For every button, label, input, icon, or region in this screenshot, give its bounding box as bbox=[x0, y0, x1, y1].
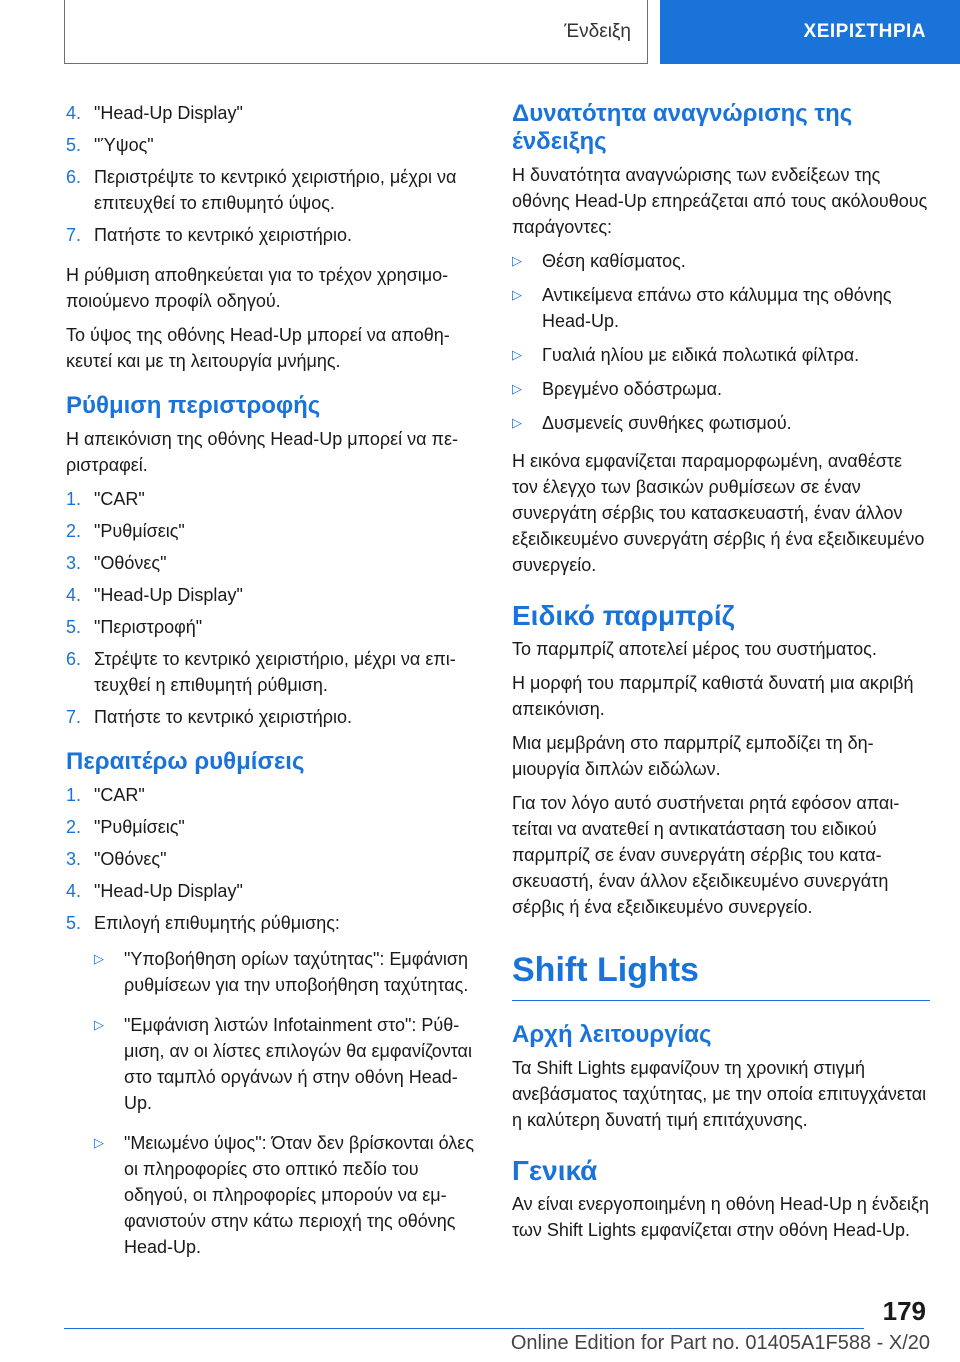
factor-text: Αντικείμενα επάνω στο κάλυμμα της οθόνης Head-Up. bbox=[542, 285, 892, 331]
option-text: "Υποβοήθηση ορίων ταχύτητας": Εμφάνιση ρυθμίσεων για την υποβοήθηση ταχύτητας. bbox=[124, 949, 469, 995]
footer-divider bbox=[64, 1328, 864, 1329]
step-number: 3. bbox=[66, 553, 82, 573]
step-text: Στρέψτε το κεντρικό χειριστήριο, μέχρι να επιτευχθεί η επιθυμητή ρύθμιση. bbox=[94, 649, 456, 695]
option-item bbox=[94, 1130, 484, 1260]
triangle-bullet-icon: ▷ bbox=[512, 415, 522, 430]
step-text: "Ρυθμίσεις" bbox=[94, 817, 185, 837]
paragraph-rotation: Η απεικόνιση της οθόνης Head-Up μπορεί να περιστραφεί. bbox=[66, 429, 458, 475]
step-text: Επιλογή επιθυμητής ρύθμισης: bbox=[94, 913, 340, 933]
triangle-bullet-icon: ▷ bbox=[512, 347, 522, 362]
step-item bbox=[66, 582, 484, 608]
left-column bbox=[66, 100, 484, 1288]
chapter-title: ΧΕΙΡΙΣΤΗΡΙΑ bbox=[803, 21, 926, 42]
option-text: "Εμφάνιση λιστών Infotainment στο": Ρύθμιση, αν οι λίστες επιλογών θα εμφανίζονται στο ταμπλό οργάνων ή στην οθόνη Head-Up. bbox=[124, 1015, 472, 1113]
paragraph-distorted: Η εικόνα εμφανίζεται παραμορφωμένη, αναθέστε τον έλεγχο των βασικών ρυθμίσεων σε έναν συνεργάτη σέρβις του κατασκευαστή, έναν άλλον εξειδικευμένο συνεργάτη σέρβις ή ένα εξειδικευμένο συνεργείο. bbox=[512, 451, 925, 575]
header-section-tab bbox=[64, 0, 648, 64]
option-text: "Μειωμένο ύψος": Όταν δεν βρίσκονται όλες οι πληροφορίες στο οπτικό πεδίο του οδηγού, οι πληροφορίες μπορούν να εμφανιστούν στην κάτω περιοχή της οθόνης Head-Up. bbox=[124, 1133, 474, 1257]
step-text: Περιστρέψτε το κεντρικό χειριστήριο, μέχρι να επιτευχθεί το επιθυμητό ύψος. bbox=[94, 167, 457, 213]
step-text-with-options bbox=[94, 910, 484, 1274]
step-item bbox=[66, 704, 484, 730]
step-item bbox=[66, 132, 484, 158]
step-text: "Περιστροφή" bbox=[94, 617, 203, 637]
steps-further-settings bbox=[66, 782, 484, 1274]
right-column bbox=[512, 100, 930, 1251]
paragraph-memory: Το ύψος της οθόνης Head-Up μπορεί να αποθηκευτεί και με τη λειτουργία μνήμης. bbox=[66, 325, 450, 371]
triangle-bullet-icon: ▷ bbox=[512, 253, 522, 268]
footer-edition: Online Edition for Part no. 01405A1F588 - X/20 bbox=[510, 1332, 930, 1354]
page-number: 179 bbox=[882, 1296, 926, 1326]
heading-further-settings: Περαιτέρω ρυθμίσεις bbox=[66, 748, 305, 775]
step-text: Πατήστε το κεντρικό χειριστήριο. bbox=[94, 707, 352, 727]
paragraph-visibility: Η δυνατότητα αναγνώρισης των ενδείξεων της οθόνης Head-Up επηρεάζεται από τους ακόλουθους παράγοντες: bbox=[512, 165, 928, 237]
factor-item bbox=[512, 342, 930, 368]
step-number: 6. bbox=[66, 649, 82, 669]
factor-list bbox=[512, 248, 930, 436]
step-number: 5. bbox=[66, 135, 82, 155]
step-item bbox=[66, 846, 484, 872]
option-item bbox=[94, 946, 484, 998]
step-text: Πατήστε το κεντρικό χειριστήριο. bbox=[94, 225, 352, 245]
factor-item bbox=[512, 282, 930, 334]
step-text: "Ύψος" bbox=[94, 135, 154, 155]
triangle-bullet-icon: ▷ bbox=[94, 951, 104, 966]
heading-windshield: Ειδικό παρμπρίζ bbox=[512, 600, 735, 631]
step-item bbox=[66, 910, 484, 1274]
factor-text: Γυαλιά ηλίου με ειδικά πολωτικά φίλτρα. bbox=[542, 345, 860, 365]
option-list bbox=[94, 946, 484, 1260]
step-text: "Οθόνες" bbox=[94, 553, 167, 573]
step-item bbox=[66, 222, 484, 248]
paragraph-general: Αν είναι ενεργοποιημένη η οθόνη Head-Up η ένδειξη των Shift Lights εμφανίζεται στην οθόνη Head-Up. bbox=[512, 1194, 929, 1240]
step-number: 3. bbox=[66, 849, 82, 869]
section-title: Ένδειξη bbox=[564, 20, 631, 42]
step-item bbox=[66, 518, 484, 544]
step-number: 6. bbox=[66, 167, 82, 187]
factor-item bbox=[512, 248, 930, 274]
paragraph-profile: Η ρύθμιση αποθηκεύεται για το τρέχον χρησιμοποιούμενο προφίλ οδηγού. bbox=[66, 265, 449, 311]
step-item bbox=[66, 164, 484, 216]
paragraph-windshield: Η μορφή του παρμπρίζ καθιστά δυνατή μια ακριβή απεικόνιση. bbox=[512, 673, 914, 719]
step-number: 4. bbox=[66, 585, 82, 605]
step-text: "CAR" bbox=[94, 785, 145, 805]
triangle-bullet-icon: ▷ bbox=[94, 1135, 104, 1150]
heading-shift-lights: Shift Lights bbox=[512, 950, 930, 1001]
heading-visibility: Δυνατότητα αναγνώρισης της ένδειξης bbox=[512, 100, 853, 155]
step-text: "Οθόνες" bbox=[94, 849, 167, 869]
step-item bbox=[66, 100, 484, 126]
step-text: "Head-Up Display" bbox=[94, 881, 243, 901]
factor-text: Βρεγμένο οδόστρωμα. bbox=[542, 379, 723, 399]
steps-height bbox=[66, 100, 484, 248]
step-number: 2. bbox=[66, 521, 82, 541]
step-item bbox=[66, 782, 484, 808]
paragraph-windshield: Για τον λόγο αυτό συστήνεται ρητά εφόσον απαιτείται να ανατεθεί η αντικατάσταση του ειδικού παρμπρίζ σε έναν συνεργάτη σέρβις του κατασκευαστή, έναν άλλον εξειδικευμένο συνεργάτη σέρβις ή ένα εξειδικευμένο συνεργείο. bbox=[512, 793, 900, 917]
step-number: 1. bbox=[66, 785, 82, 805]
paragraph-windshield: Μια μεμβράνη στο παρμπρίζ εμποδίζει τη δημιουργία διπλών ειδώλων. bbox=[512, 733, 874, 779]
factor-item bbox=[512, 376, 930, 402]
step-number: 7. bbox=[66, 707, 82, 727]
triangle-bullet-icon: ▷ bbox=[512, 287, 522, 302]
triangle-bullet-icon: ▷ bbox=[94, 1017, 104, 1032]
step-item bbox=[66, 614, 484, 640]
step-number: 4. bbox=[66, 881, 82, 901]
option-item bbox=[94, 1012, 484, 1116]
step-text: "Head-Up Display" bbox=[94, 103, 243, 123]
factor-item bbox=[512, 410, 930, 436]
step-item bbox=[66, 814, 484, 840]
step-number: 5. bbox=[66, 617, 82, 637]
heading-general: Γενικά bbox=[512, 1155, 598, 1186]
heading-rotation: Ρύθμιση περιστροφής bbox=[66, 392, 321, 419]
step-item bbox=[66, 486, 484, 512]
step-item bbox=[66, 878, 484, 904]
steps-rotation bbox=[66, 486, 484, 730]
step-number: 7. bbox=[66, 225, 82, 245]
step-number: 4. bbox=[66, 103, 82, 123]
step-item bbox=[66, 550, 484, 576]
paragraph-principle: Τα Shift Lights εμφανίζουν τη χρονική στιγμή ανεβάσματος ταχύτητας, με την οποία επιτυγχάνεται η καλύτερη δυνατή τιμή επιτάχυνσης. bbox=[512, 1058, 927, 1130]
paragraph-windshield: Το παρμπρίζ αποτελεί μέρος του συστήματος. bbox=[512, 639, 877, 659]
step-text: "Ρυθμίσεις" bbox=[94, 521, 185, 541]
factor-text: Θέση καθίσματος. bbox=[542, 251, 686, 271]
triangle-bullet-icon: ▷ bbox=[512, 381, 522, 396]
step-text: "Head-Up Display" bbox=[94, 585, 243, 605]
step-number: 2. bbox=[66, 817, 82, 837]
factor-text: Δυσμενείς συνθήκες φωτισμού. bbox=[542, 413, 792, 433]
step-text: "CAR" bbox=[94, 489, 145, 509]
step-number: 5. bbox=[66, 913, 82, 933]
step-item bbox=[66, 646, 484, 698]
step-number: 1. bbox=[66, 489, 82, 509]
heading-principle: Αρχή λειτουργίας bbox=[512, 1021, 712, 1048]
header-chapter-tab bbox=[660, 0, 960, 64]
